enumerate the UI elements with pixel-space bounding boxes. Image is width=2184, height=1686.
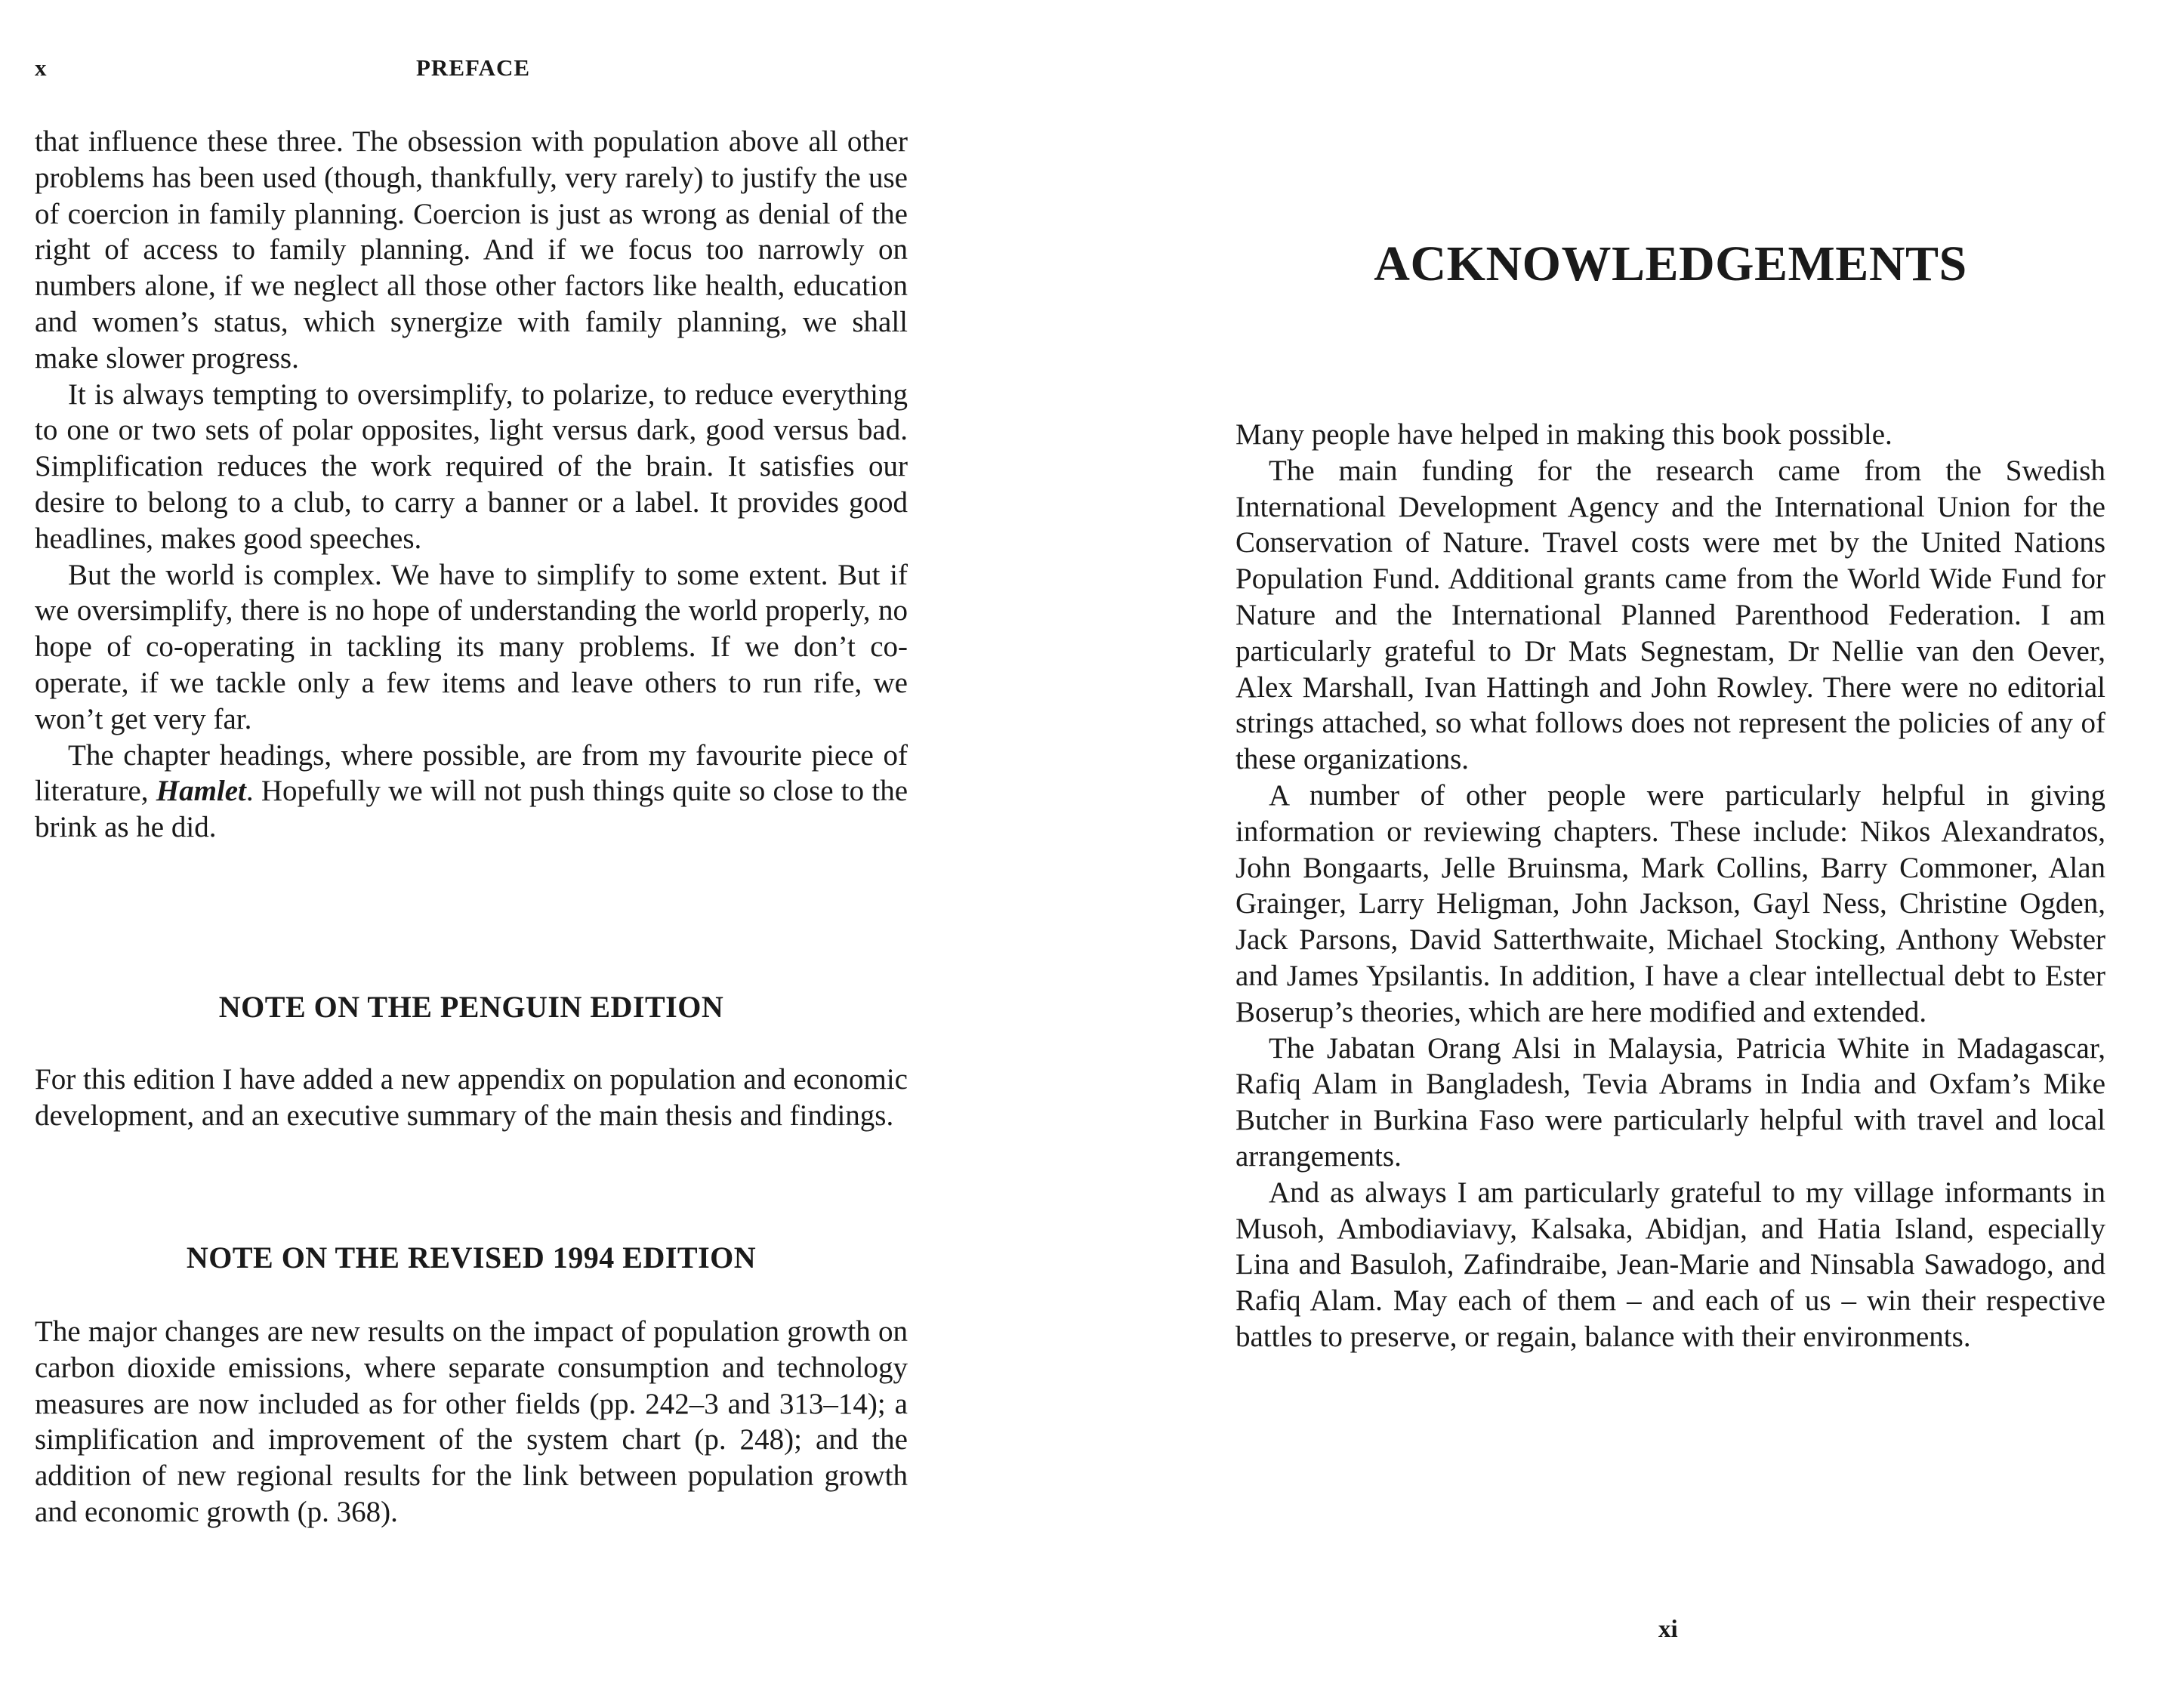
hamlet-text-before: The chapter headings, where possible, are from my favourite piece of literature,: [35, 738, 908, 808]
penguin-edition-text: [35, 1062, 908, 1134]
page-number-right: xi: [1658, 1616, 1678, 1643]
preface-paragraph: But the world is complex. We have to simplify to some extent. But if we oversimplify, there is no hope of understanding the world properly, no hope of co-operating in tackling its many problems. If we don’t co-operate, if we tackle only a few items and leave others to run rife, we won’t get very far.: [35, 558, 908, 735]
acknowledgements-paragraph: A number of other people were particularly helpful in giving information or reviewing chapters. These include: Nikos Alexandratos, John Bongaarts, Jelle Bruinsma, Mark Collins, Barry Commoner, Alan Grainger, Larry Heligman, John Jackson, Gayl Ness, Christine Ogden, Jack Parsons, David Satterthwaite, Michael Stocking, Anthony Webster and James Ypsilantis. In addition, I have a clear intellectual debt to Ester Boserup’s theories, which are here modified and extended.: [1235, 778, 2105, 1028]
acknowledgements-paragraph: And as always I am particularly grateful to my village informants in Musoh, Ambodiaviavy, Kalsaka, Abidjan, and Hatia Island, especially Lina and Basuloh, Zafindraibe, Jean-Marie and Ninsabla Sawadogo, and Rafiq Alam. May each of them – and each of us – win their respective battles to preserve, or regain, balance with their environments.: [1235, 1176, 2105, 1353]
left-page: [35, 0, 908, 1686]
acknowledgements-paragraph: The Jabatan Orang Alsi in Malaysia, Patricia White in Madagascar, Rafiq Alam in Bangladesh, Tevia Abrams in India and Oxfam’s Mike Butcher in Burkina Faso were particularly helpful with travel and local arrangements.: [1235, 1031, 2105, 1173]
acknowledgements-title: ACKNOWLEDGEMENTS: [1374, 236, 1967, 291]
acknowledgements-paragraph: The main funding for the research came from the Swedish International Development Agency and the International Union for the Conservation of Nature. Travel costs were met by the United Nations Population Fund. Additional grants came from the World Wide Fund for Nature and the International Planned Parenthood Federation. I am particularly grateful to Dr Mats Segnestam, Dr Nellie van den Oever, Alex Marshall, Ivan Hattingh and John Rowley. There were no editorial strings attached, so what follows does not represent the policies of any of these organizations.: [1235, 454, 2105, 776]
page-number-left: x: [35, 54, 48, 81]
hamlet-title: Hamlet: [156, 775, 246, 808]
revised-edition-heading: NOTE ON THE REVISED 1994 EDITION: [186, 1241, 757, 1275]
hamlet-text-after: . Hopefully we will not push things quite so close to the brink as he did.: [35, 775, 908, 844]
revised-edition-text: [35, 1314, 908, 1530]
preface-paragraph-hamlet: [35, 738, 908, 846]
revised-edition-paragraph: The major changes are new results on the impact of population growth on carbon dioxide emissions, where separate consumption and technology measures are now included as for other fields (pp. 242–3 and 313–14); a simplification and improvement of the system chart (p. 248); and the addition of new regional results for the link between population growth and economic growth (p. 368).: [35, 1315, 908, 1528]
right-page: [1235, 0, 2105, 1686]
running-head-title: PREFACE: [416, 54, 531, 81]
preface-text: [35, 124, 908, 846]
acknowledgements-paragraph: Many people have helped in making this book possible.: [1235, 418, 1892, 451]
penguin-edition-paragraph: For this edition I have added a new appendix on population and economic development, and an executive summary of the main thesis and findings.: [35, 1063, 908, 1132]
preface-paragraph: that influence these three. The obsession with population above all other problems has been used (though, thankfully, very rarely) to justify the use of coercion in family planning. Coercion is just as wrong as denial of the right of access to family planning. And if we focus too narrowly on numbers alone, if we neglect all those other factors like health, education and women’s status, which synergize with family planning, we shall make slower progress.: [35, 125, 908, 374]
running-head: [35, 54, 908, 91]
preface-paragraph: It is always tempting to oversimplify, to polarize, to reduce everything to one or two sets of polar opposites, light versus dark, good versus bad. Simplification reduces the work required of the brain. It satisfies our desire to belong to a club, to carry a banner or a label. It provides good headlines, makes good speeches.: [35, 378, 908, 555]
penguin-edition-heading: NOTE ON THE PENGUIN EDITION: [218, 990, 724, 1024]
acknowledgements-text: [1235, 417, 2105, 1355]
